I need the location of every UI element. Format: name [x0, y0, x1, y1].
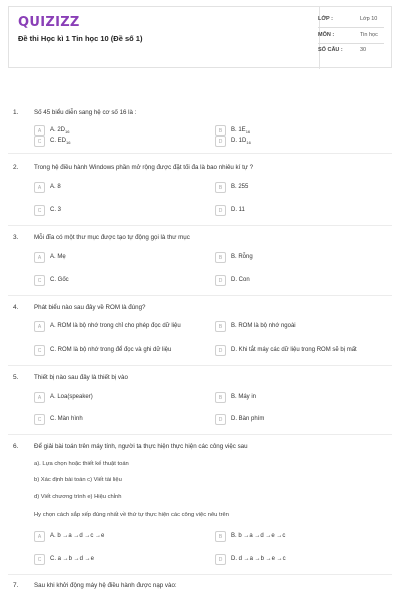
meta-value: Tin học	[360, 32, 378, 38]
question-divider	[8, 295, 392, 296]
option-letter-box: B	[215, 125, 226, 136]
option-letter-box: B	[215, 182, 226, 193]
option-text: B. ROM là bộ nhớ ngoài	[231, 323, 296, 329]
option-letter-box: A	[34, 531, 45, 542]
option-letter-box: A	[34, 125, 45, 136]
option-letter-box: D	[215, 414, 226, 425]
question-text: Thiết bị nào sau đây là thiết bị vào	[34, 374, 128, 381]
meta-value: Lớp 10	[360, 16, 378, 22]
option-text: D. Khi tắt máy các dữ liệu trong ROM sẽ bị mất	[231, 347, 357, 353]
option-text: C. Gốc	[50, 277, 69, 283]
question-number: 3.	[13, 234, 19, 241]
option-text: D. d →a →b →e →c	[231, 556, 286, 562]
meta-value: 30	[360, 47, 367, 53]
option-letter-box: C	[34, 136, 45, 147]
option-text: B. Rỗng	[231, 254, 253, 260]
question-text: Trong hệ điều hành Windows phần mở rộng được đặt tối đa là bao nhiêu kí tự ?	[34, 164, 254, 171]
option-text: C. 3	[50, 207, 62, 213]
option-letter-box: C	[34, 554, 45, 565]
meta-class	[318, 12, 380, 26]
option-text: A. b →a →d →c →e	[50, 533, 105, 539]
option-text: B. b →a →d →e →c	[231, 533, 286, 539]
option-letter-box: C	[34, 345, 45, 356]
worksheet-title: Đề thi Học kì 1 Tin học 10 (Đề số 1)	[18, 34, 143, 43]
meta-subject	[318, 28, 380, 42]
question-subline: Hy chọn cách sắp xếp đúng nhất về thứ tự thực hiện các công việc nêu trên	[34, 512, 230, 518]
question-subline: d) Viết chương trình e) Hiệu chỉnh	[34, 494, 122, 500]
option-text: A. Mẹ	[50, 254, 66, 260]
option-letter-box: B	[215, 392, 226, 403]
option-letter-box: D	[215, 345, 226, 356]
question-number: 2.	[13, 164, 19, 171]
question-number: 7.	[13, 582, 19, 589]
option-letter-box: D	[215, 136, 226, 147]
option-letter-box: C	[34, 275, 45, 286]
question-subline: a). Lựa chọn hoặc thiết kế thuật toán	[34, 461, 129, 467]
question-text: Số 45 biểu diễn sang hệ cơ số 16 là :	[34, 109, 137, 116]
option-text: A. 8	[50, 184, 61, 190]
option-text: D. Bàn phím	[231, 416, 265, 422]
option-letter-box: D	[215, 275, 226, 286]
question-divider	[8, 434, 392, 435]
question-number: 6.	[13, 443, 19, 450]
option-text: D. $1D_{16}$	[231, 138, 251, 146]
meta-label: MÔN :	[318, 32, 335, 38]
option-letter-box: C	[34, 205, 45, 216]
option-text: C. a →b →d →e	[50, 556, 95, 562]
option-letter-box: A	[34, 392, 45, 403]
option-letter-box: A	[34, 252, 45, 263]
question-text: Mỗi đĩa có một thư mục được tạo tự động gọi là thư mục	[34, 234, 190, 241]
question-number: 4.	[13, 304, 19, 311]
option-letter-box: B	[215, 321, 226, 332]
question-subline: b) Xác định bài toán c) Viết tài liệu	[34, 477, 122, 483]
question-divider	[8, 365, 392, 366]
option-text: A. ROM là bộ nhớ trong chỉ cho phép đọc dữ liệu	[50, 323, 181, 329]
option-letter-box: C	[34, 414, 45, 425]
meta-count	[318, 43, 380, 57]
question-text: Để giải bài toán trên máy tính, người ta thực hiện thực hiện các công việc sau	[34, 443, 248, 450]
question-text: Sau khi khởi động máy hệ điều hành được nạp vào:	[34, 582, 177, 589]
question-divider	[8, 574, 392, 575]
option-letter-box: B	[215, 531, 226, 542]
option-text: D. Con	[231, 277, 250, 283]
option-letter-box: D	[215, 205, 226, 216]
option-text: B. $1E_{16}$	[231, 127, 251, 135]
question-divider	[8, 153, 392, 154]
option-text: A. Loa(speaker)	[50, 394, 93, 400]
option-letter-box: B	[215, 252, 226, 263]
meta-label: SỐ CÂU :	[318, 47, 343, 53]
option-text: C. ROM là bộ nhớ trong để đọc và ghi dữ liệu	[50, 347, 172, 353]
meta-label: LỚP :	[318, 16, 333, 22]
quizizz-logo: QUIZIZZ	[18, 15, 80, 30]
option-letter-box: A	[34, 321, 45, 332]
option-text: C. Màn hình	[50, 416, 83, 422]
question-divider	[8, 225, 392, 226]
option-text: B. Máy in	[231, 394, 257, 400]
option-text: D. 11	[231, 207, 245, 213]
option-letter-box: D	[215, 554, 226, 565]
option-text: B. 255	[231, 184, 249, 190]
question-number: 1.	[13, 109, 19, 116]
option-text: A. $2D_{16}$	[50, 127, 70, 135]
option-letter-box: A	[34, 182, 45, 193]
question-text: Phát biểu nào sau đây về ROM là đúng?	[34, 304, 146, 311]
question-number: 5.	[13, 374, 19, 381]
option-text: C. $ED_{16}$	[50, 138, 71, 146]
